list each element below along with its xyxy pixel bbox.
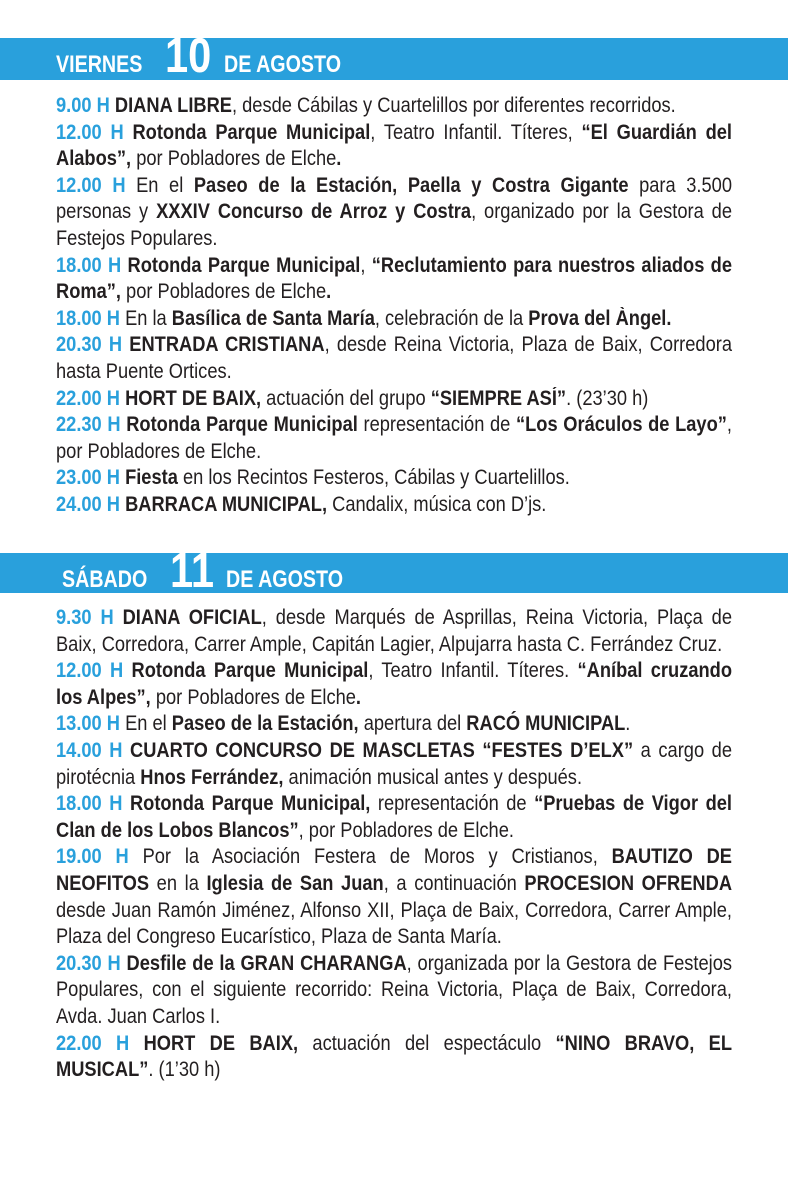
event-highlight: DIANA OFICIAL bbox=[122, 606, 262, 629]
weekday-label: VIERNES bbox=[56, 51, 143, 78]
event-text: para 3.500 personas y bbox=[56, 173, 732, 224]
event-highlight: Basílica de Santa María bbox=[171, 306, 375, 330]
event-highlight: . bbox=[355, 685, 362, 709]
schedule-entry bbox=[56, 844, 732, 950]
event-time: 20.30 H bbox=[56, 333, 130, 357]
event-text: , organizada por la Gestora de Festejos Populares, con el siguiente recorrido: Reina Victoria, Plaça de Baix, Corredora, Avda. Juan Carlos I. bbox=[56, 951, 733, 1028]
event-time: 19.00 H bbox=[56, 845, 143, 869]
event-time: 12.00 H bbox=[56, 659, 132, 683]
event-text: En el bbox=[125, 712, 172, 736]
schedule-entry bbox=[56, 711, 732, 738]
event-time: 22.00 H bbox=[56, 386, 126, 410]
event-time: 22.30 H bbox=[56, 413, 127, 437]
event-highlight: “Aníbal cruzando los Alpes”, bbox=[56, 659, 732, 709]
event-highlight: “Reclutamiento para nuestros aliados de Roma”, bbox=[56, 253, 732, 304]
event-highlight: Rotonda Parque Municipal, bbox=[129, 792, 371, 816]
event-text: en los Recintos Festeros, Cábilas y Cuartelillos. bbox=[177, 466, 570, 490]
event-time: 20.30 H bbox=[56, 951, 127, 975]
event-time: 14.00 H bbox=[56, 738, 131, 762]
event-time: 13.00 H bbox=[56, 712, 126, 736]
event-highlight: Prova del Àngel. bbox=[528, 306, 672, 330]
event-text: representación de bbox=[370, 792, 535, 816]
event-time: 18.00 H bbox=[56, 306, 126, 330]
event-highlight: Fiesta bbox=[125, 466, 178, 490]
month-label: DE AGOSTO bbox=[225, 566, 343, 593]
event-highlight: BAUTIZO DE NEOFITOS bbox=[56, 845, 732, 895]
event-highlight: . bbox=[336, 147, 342, 171]
event-time: 12.00 H bbox=[56, 120, 133, 144]
event-text: apertura del bbox=[358, 712, 467, 736]
day-number: 11 bbox=[170, 544, 215, 598]
day-header-sabado bbox=[0, 544, 788, 598]
event-text: , celebración de la bbox=[374, 306, 529, 330]
event-highlight: Rotonda Parque Municipal bbox=[126, 413, 358, 437]
event-highlight: Paseo de la Estación, Paella y Costra Gigante bbox=[193, 173, 629, 197]
event-text: , Teatro Infantil. Títeres, bbox=[370, 120, 582, 144]
day-header-viernes bbox=[0, 29, 788, 83]
schedule-entry bbox=[56, 412, 732, 465]
event-highlight: Iglesia de San Juan bbox=[206, 871, 384, 895]
event-highlight: CUARTO CONCURSO DE MASCLETAS “FESTES D’ELX” bbox=[130, 738, 634, 762]
event-time: 18.00 H bbox=[56, 253, 128, 277]
schedule-entry bbox=[56, 332, 732, 385]
event-text: representación de bbox=[357, 413, 516, 437]
event-text: por Pobladores de Elche bbox=[131, 147, 337, 171]
event-highlight: Desfile de la GRAN CHARANGA bbox=[126, 951, 407, 975]
event-highlight: Hnos Ferrández, bbox=[140, 765, 284, 789]
event-text: , organizado por la Gestora de Festejos Populares. bbox=[56, 200, 732, 250]
event-time: 23.00 H bbox=[56, 466, 126, 490]
event-time: 9.30 H bbox=[56, 606, 123, 629]
event-text: , desde Cábilas y Cuartelillos por diferentes recorridos. bbox=[231, 94, 676, 117]
event-highlight: “SIEMPRE ASÍ” bbox=[430, 386, 567, 410]
event-text: desde Juan Ramón Jiménez, Alfonso XII, Plaça de Baix, Corredora, Carrer Ample, Plaza del Congreso Eucarístico, Plaza de Santa María. bbox=[56, 898, 732, 949]
schedule-entry bbox=[56, 93, 732, 120]
event-text: por Pobladores de Elche bbox=[150, 685, 356, 709]
event-highlight: DIANA LIBRE bbox=[114, 94, 232, 117]
event-text: . (1’30 h) bbox=[148, 1058, 221, 1082]
event-text: Candalix, música con D’js. bbox=[327, 492, 547, 516]
event-text: , bbox=[360, 253, 372, 277]
event-text: , por Pobladores de Elche. bbox=[56, 413, 732, 463]
schedule-sabado bbox=[56, 605, 732, 1084]
schedule-entry bbox=[56, 306, 732, 333]
schedule-entry bbox=[56, 605, 732, 658]
event-text: actuación del grupo bbox=[261, 386, 431, 410]
event-highlight: “Pruebas de Vigor del Clan de los Lobos Blancos” bbox=[56, 792, 732, 842]
event-text: actuación del espectáculo bbox=[298, 1031, 556, 1055]
schedule-entry bbox=[56, 738, 732, 791]
event-text: Por la Asociación Festera de Moros y Cristianos, bbox=[142, 845, 612, 869]
event-text: , desde Reina Victoria, Plaza de Baix, Corredora hasta Puente Ortices. bbox=[56, 333, 732, 383]
schedule-entry bbox=[56, 386, 732, 413]
event-highlight: “Los Oráculos de Layo” bbox=[515, 413, 727, 437]
month-label: DE AGOSTO bbox=[223, 51, 341, 78]
event-highlight: Paseo de la Estación, bbox=[171, 712, 359, 736]
event-highlight: HORT DE BAIX, bbox=[143, 1031, 299, 1055]
event-time: 24.00 H bbox=[56, 492, 126, 516]
event-highlight: ENTRADA CRISTIANA bbox=[129, 333, 325, 357]
event-highlight: “El Guardián del Alabos”, bbox=[56, 120, 732, 171]
event-highlight: HORT DE BAIX, bbox=[125, 386, 262, 410]
event-text: En la bbox=[125, 306, 172, 330]
event-highlight: Rotonda Parque Municipal bbox=[127, 253, 361, 277]
schedule-entry bbox=[56, 492, 732, 519]
schedule-viernes bbox=[56, 93, 732, 519]
event-time: 22.00 H bbox=[56, 1031, 144, 1055]
event-text: , Teatro Infantil. Títeres. bbox=[368, 659, 578, 683]
schedule-entry bbox=[56, 1031, 732, 1084]
schedule-entry bbox=[56, 253, 732, 306]
event-time: 18.00 H bbox=[56, 792, 130, 816]
event-highlight: Rotonda Parque Municipal bbox=[132, 120, 371, 144]
schedule-entry bbox=[56, 120, 732, 173]
schedule-entry bbox=[56, 658, 732, 711]
event-text: en la bbox=[149, 871, 207, 895]
event-time: 12.00 H bbox=[56, 173, 137, 197]
event-highlight: XXXIV Concurso de Arroz y Costra bbox=[156, 200, 472, 224]
event-text: , desde Marqués de Asprillas, Reina Victoria, Plaça de Baix, Corredora, Carrer Ample, Capitán Lagier, Alpujarra hasta C. Ferrández Cruz. bbox=[56, 606, 732, 656]
event-text: por Pobladores de Elche bbox=[120, 280, 327, 304]
event-text: a cargo de pirotécnia bbox=[56, 738, 732, 789]
schedule-entry bbox=[56, 951, 732, 1031]
schedule-entry bbox=[56, 465, 732, 492]
event-highlight: . bbox=[326, 280, 332, 304]
event-text: En el bbox=[136, 173, 194, 197]
event-text: animación musical antes y después. bbox=[283, 765, 583, 789]
schedule-entry bbox=[56, 791, 732, 844]
event-highlight: RACÓ MUNICIPAL bbox=[466, 712, 626, 736]
event-highlight: Rotonda Parque Municipal bbox=[131, 659, 369, 683]
event-highlight: PROCESION OFRENDA bbox=[524, 871, 733, 895]
event-text: . bbox=[625, 712, 631, 736]
weekday-label: SÁBADO bbox=[62, 566, 148, 593]
event-text: , a continuación bbox=[383, 871, 525, 895]
event-highlight: “NINO BRAVO, EL MUSICAL” bbox=[56, 1031, 733, 1082]
day-number: 10 bbox=[165, 29, 212, 83]
event-highlight: BARRACA MUNICIPAL, bbox=[125, 492, 328, 516]
event-text: , por Pobladores de Elche. bbox=[298, 818, 514, 842]
event-time: 9.00 H bbox=[56, 94, 115, 117]
schedule-entry bbox=[56, 173, 732, 253]
event-text: . (23’30 h) bbox=[566, 386, 649, 410]
